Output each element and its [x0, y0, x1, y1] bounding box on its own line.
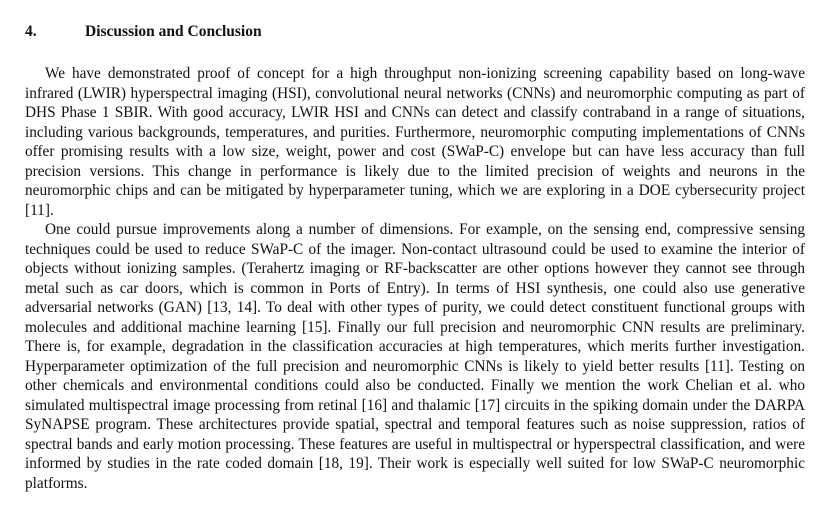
paragraph-summary: We have demonstrated proof of concept for a high throughput non-ionizing screening capability based on long-wave infrared (LWIR) hyperspectral imaging (HSI), convolutional neural networks (CNNs) and neuromorphic computing as part of DHS Phase 1 SBIR. With good accuracy, LWIR HSI and CNNs can detect and classify contraband in a range of situations, including various backgrounds, temperatures, and purities. Furthermore, neuromorphic computing implementations of CNNs offer promising results with a low size, weight, power and cost (SWaP-C) envelope but can have less accuracy than full precision versions. This change in performance is likely due to the limited precision of weights and neurons in the neuromorphic chips and can be mitigated by hyperparameter tuning, which we are exploring in a DOE cybersecurity project [11]. — [25, 65, 805, 219]
section-heading — [25, 22, 805, 42]
section-title: Discussion and Conclusion — [85, 23, 262, 40]
section-number: 4. — [25, 23, 37, 40]
paragraph-future-work: One could pursue improvements along a number of dimensions. For example, on the sensing end, compressive sensing techniques could be used to reduce SWaP-C of the imager. Non-contact ultrasound could be used to examine the interior of objects without ionizing samples. (Terahertz imaging or RF-backscatter are other options however they cannot see through metal such as car doors, which is common in Ports of Entry). In terms of HSI synthesis, one could also use generative adversarial networks (GAN) [13, 14]. To deal with other types of purity, we could detect constituent functional groups with molecules and additional machine learning [15]. Finally our full precision and neuromorphic CNN results are preliminary. There is, for example, degradation in the classification accuracies at high temperatures, which merits further investigation. Hyperparameter optimization of the full precision and neuromorphic CNNs is likely to yield better results [11]. Testing on other chemicals and environmental conditions could also be conducted. Finally we mention the work Chelian et al. who simulated multispectral image processing from retinal [16] and thalamic [17] circuits in the spiking domain under the DARPA SyNAPSE program. These architectures provide spatial, spectral and temporal features such as noise suppression, ratios of spectral bands and early motion processing. These features are useful in multispectral or hyperspectral classification, and were informed by studies in the rate coded domain [18, 19]. Their work is especially well suited for low SWaP-C neuromorphic platforms. — [25, 221, 805, 492]
document-page — [25, 22, 805, 493]
